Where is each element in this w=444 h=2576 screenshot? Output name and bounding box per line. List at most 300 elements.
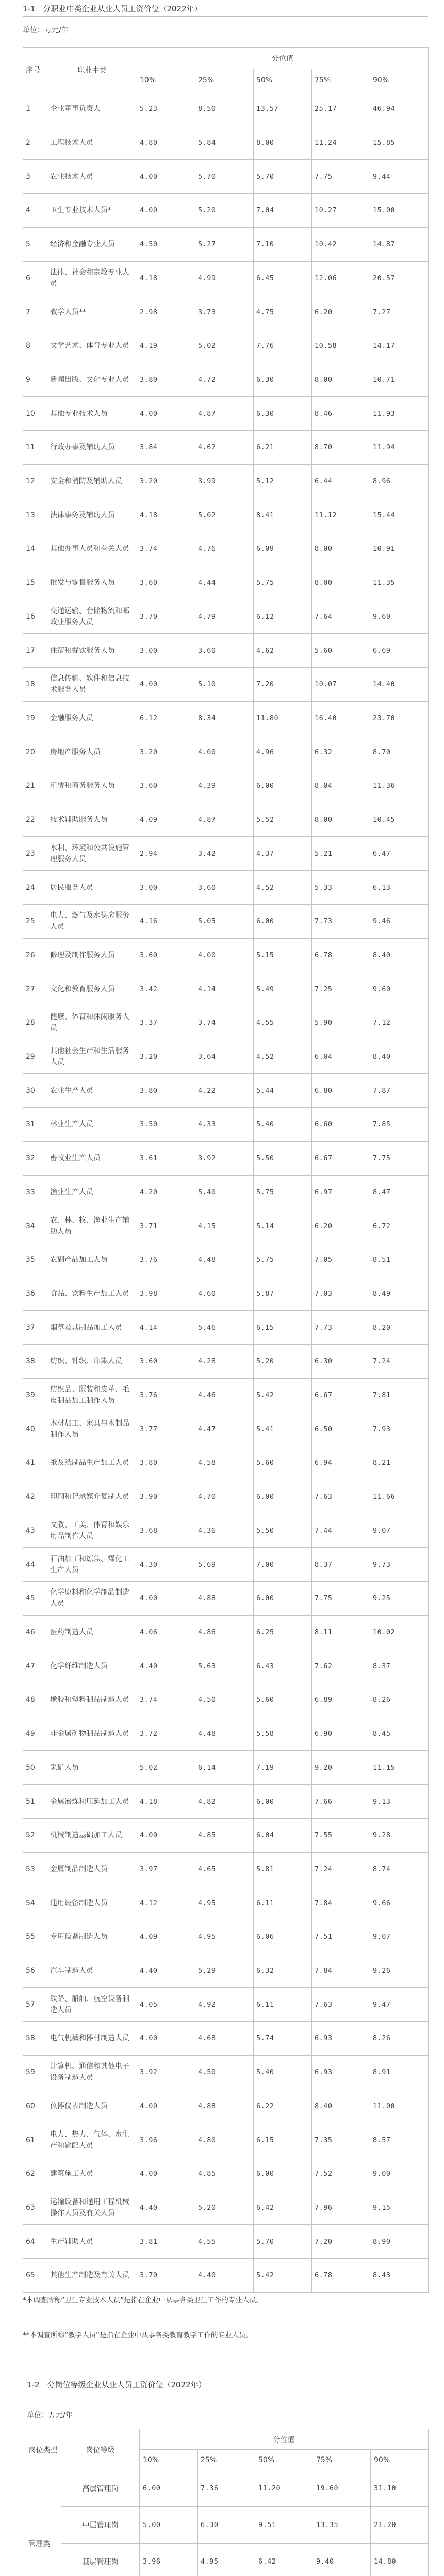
wage-value: 6.93 [312, 2055, 370, 2089]
occupation-name: 文教、工美、体育和娱乐用品制作人员 [47, 1514, 137, 1548]
wage-value: 5.46 [195, 1311, 254, 1345]
occupation-name: 食品、饮料生产加工人员 [47, 1277, 137, 1311]
wage-value: 11.93 [370, 397, 429, 431]
wage-value: 3.64 [195, 1040, 254, 1074]
wage-value: 4.99 [195, 261, 254, 295]
wage-value: 4.80 [137, 126, 195, 160]
wage-value: 3.42 [195, 837, 254, 871]
wage-value: 5.40 [195, 1175, 254, 1209]
header2-p75: 75% [313, 2450, 371, 2470]
wage-value: 6.43 [254, 1649, 312, 1683]
wage-value: 8.70 [370, 735, 429, 769]
occupation-name: 非金属矿物制品制造人员 [47, 1717, 137, 1751]
wage-value: 3.96 [140, 2544, 198, 2576]
occupation-name: 仪器仪表制造人员 [47, 2089, 137, 2123]
row-index: 55 [23, 1920, 47, 1954]
wage-value: 7.03 [312, 1277, 370, 1311]
wage-value: 5.41 [254, 1412, 312, 1446]
wage-value: 10.02 [370, 1615, 429, 1649]
wage-value: 3.37 [137, 1006, 195, 1040]
occupation-name: 教学人员** [47, 295, 137, 329]
wage-value: 6.09 [254, 532, 312, 566]
occupation-name: 纺织品、服装和皮革、毛皮制品加工制作人员 [47, 1378, 137, 1412]
row-index: 65 [23, 2259, 47, 2293]
wage-value: 5.69 [195, 1548, 254, 1582]
wage-value: 3.92 [195, 1141, 254, 1175]
wage-value: 4.00 [137, 1581, 195, 1615]
occupation-name: 纺织、针织、印染人员 [47, 1345, 137, 1379]
header-p25: 25% [195, 69, 254, 92]
wage-value: 4.92 [195, 1988, 254, 2022]
wage-value: 4.79 [195, 600, 254, 634]
row-index: 35 [23, 1243, 47, 1277]
row-index: 56 [23, 1954, 47, 1988]
wage-value: 8.41 [254, 498, 312, 532]
wage-value: 10.91 [370, 532, 429, 566]
header-p50: 50% [254, 69, 312, 92]
wage-value: 3.60 [195, 634, 254, 668]
row-index: 4 [23, 194, 47, 228]
wage-value: 4.72 [195, 363, 254, 397]
wage-value: 6.00 [140, 2470, 198, 2507]
table-row [23, 2191, 429, 2225]
header2-p25: 25% [198, 2450, 255, 2470]
wage-value: 7.62 [312, 1649, 370, 1683]
wage-value: 4.86 [195, 1615, 254, 1649]
wage-value: 4.36 [195, 1514, 254, 1548]
wage-value: 5.75 [254, 1243, 312, 1277]
wage-value: 6.94 [312, 1446, 370, 1480]
row-index: 30 [23, 1074, 47, 1108]
wage-value: 13.35 [313, 2507, 371, 2544]
wage-value: 4.75 [254, 295, 312, 329]
row-index: 23 [23, 837, 47, 871]
wage-value: 7.73 [312, 1311, 370, 1345]
wage-value: 2.94 [137, 837, 195, 871]
wage-value: 4.15 [195, 1209, 254, 1243]
wage-value: 15.85 [370, 126, 429, 160]
footnote-2: **本调查所称“教学人员”是指在企业中从事各类教育教学工作的专业人员。 [23, 2331, 253, 2340]
wage-value: 6.00 [254, 769, 312, 803]
table-row [23, 363, 429, 397]
occupation-name: 医药制造人员 [47, 1615, 137, 1649]
wage-value: 9.40 [313, 2544, 371, 2576]
header-occupation: 职业中类 [47, 48, 137, 92]
table-row [23, 871, 429, 905]
wage-value: 6.15 [254, 1311, 312, 1345]
wage-value: 7.00 [254, 1548, 312, 1582]
table-row [23, 972, 429, 1006]
wage-value: 4.88 [195, 2089, 254, 2123]
wage-value: 10.45 [370, 803, 429, 837]
wage-value: 8.00 [312, 532, 370, 566]
wage-value: 6.11 [254, 1886, 312, 1920]
wage-value: 4.62 [254, 634, 312, 668]
row-index: 34 [23, 1209, 47, 1243]
occupation-name: 石油加工和炼焦、煤化工生产人员 [47, 1548, 137, 1582]
wage-value: 4.00 [137, 2157, 195, 2191]
wage-value: 7.20 [312, 2225, 370, 2259]
row-index: 32 [23, 1141, 47, 1175]
wage-value: 9.66 [370, 1886, 429, 1920]
table-row [23, 1175, 429, 1209]
wage-value: 4.46 [195, 1378, 254, 1412]
wage-value: 4.55 [254, 1006, 312, 1040]
wage-value: 4.96 [254, 735, 312, 769]
header-category: 岗位类型 [25, 2429, 61, 2470]
wage-value: 5.42 [254, 1378, 312, 1412]
wage-value: 5.21 [312, 837, 370, 871]
wage-value: 8.26 [370, 2022, 429, 2056]
wage-value: 5.23 [137, 92, 195, 126]
table-row [23, 92, 429, 126]
wage-value: 4.50 [137, 227, 195, 261]
table-row [23, 1412, 429, 1446]
wage-value: 7.24 [370, 1345, 429, 1379]
occupation-name: 化学原料和化学制品制造人员 [47, 1581, 137, 1615]
row-index: 46 [23, 1615, 47, 1649]
wage-value: 14.40 [370, 667, 429, 701]
wage-value: 6.69 [370, 634, 429, 668]
row-index: 36 [23, 1277, 47, 1311]
wage-value: 4.14 [195, 972, 254, 1006]
wage-value: 5.02 [195, 329, 254, 363]
table-row [23, 1649, 429, 1683]
table-row [23, 667, 429, 701]
table-row [23, 498, 429, 532]
row-index: 45 [23, 1581, 47, 1615]
wage-value: 4.39 [195, 769, 254, 803]
occupation-name: 健康、体育和休闲服务人员 [47, 1006, 137, 1040]
occupation-name: 专用设备制造人员 [47, 1920, 137, 1954]
row-index: 21 [23, 769, 47, 803]
footnote-1: *本调查所称“卫生专业技术人员”是指在企业中从事各类卫生工作的专业人员。 [23, 2296, 264, 2304]
table-row [23, 1514, 429, 1548]
wage-value: 4.70 [195, 1480, 254, 1514]
wage-value: 14.87 [370, 227, 429, 261]
occupation-name: 农副产品加工人员 [47, 1243, 137, 1277]
wage-value: 5.74 [254, 2022, 312, 2056]
wage-value: 6.90 [312, 1717, 370, 1751]
header-p75: 75% [312, 69, 370, 92]
occupation-name: 烟草及其制品加工人员 [47, 1311, 137, 1345]
row-index: 14 [23, 532, 47, 566]
wage-value: 10.27 [312, 194, 370, 228]
wage-value: 4.16 [137, 904, 195, 938]
occupation-name: 住宿和餐饮服务人员 [47, 634, 137, 668]
table-row [23, 160, 429, 194]
wage-value: 7.64 [312, 600, 370, 634]
wage-value: 8.47 [370, 1175, 429, 1209]
wage-value: 7.36 [198, 2470, 255, 2507]
wage-value: 8.91 [370, 2055, 429, 2089]
occupation-name: 机械制造基础加工人员 [47, 1818, 137, 1852]
wage-value: 10.07 [312, 667, 370, 701]
row-index: 17 [23, 634, 47, 668]
wage-value: 7.25 [312, 972, 370, 1006]
wage-value: 19.60 [313, 2470, 371, 2507]
wage-value: 3.20 [137, 464, 195, 498]
wage-value: 5.33 [312, 871, 370, 905]
row-index: 10 [23, 397, 47, 431]
wage-value: 8.74 [370, 1852, 429, 1886]
wage-value: 5.60 [254, 1683, 312, 1717]
wage-value: 11.12 [312, 498, 370, 532]
wage-value: 8.46 [312, 397, 370, 431]
header-index: 序号 [23, 48, 47, 92]
wage-value: 8.11 [312, 1615, 370, 1649]
table-row [23, 1988, 429, 2022]
wage-value: 8.51 [370, 1243, 429, 1277]
wage-value: 3.81 [137, 2225, 195, 2259]
table-row [23, 431, 429, 465]
wage-value: 7.27 [370, 295, 429, 329]
wage-value: 5.10 [195, 667, 254, 701]
row-index: 29 [23, 1040, 47, 1074]
wage-value: 4.55 [195, 2225, 254, 2259]
wage-value: 6.22 [254, 2089, 312, 2123]
table1-unit: 单位：万元/年 [23, 26, 69, 35]
row-index: 39 [23, 1378, 47, 1412]
wage-value: 31.10 [371, 2470, 429, 2507]
wage-value: 4.00 [137, 2089, 195, 2123]
row-index: 27 [23, 972, 47, 1006]
wage-value: 5.58 [254, 1717, 312, 1751]
wage-value: 14.17 [370, 329, 429, 363]
wage-value: 4.19 [137, 329, 195, 363]
wage-value: 6.93 [312, 2022, 370, 2056]
wage-value: 6.14 [195, 1751, 254, 1785]
occupation-name: 批发与零售服务人员 [47, 566, 137, 600]
wage-value: 4.87 [195, 803, 254, 837]
occupation-wage-table [23, 47, 429, 2293]
row-index: 12 [23, 464, 47, 498]
table-row [23, 329, 429, 363]
wage-value: 10.42 [312, 227, 370, 261]
wage-value: 11.66 [370, 1480, 429, 1514]
wage-value: 3.68 [137, 1514, 195, 1548]
wage-value: 9.51 [255, 2507, 313, 2544]
wage-value: 4.09 [137, 1920, 195, 1954]
table-row [23, 1311, 429, 1345]
wage-value: 8.40 [312, 2089, 370, 2123]
wage-value: 5.27 [195, 227, 254, 261]
wage-value: 5.87 [254, 1277, 312, 1311]
wage-value: 5.20 [195, 2191, 254, 2225]
wage-value: 6.13 [370, 871, 429, 905]
header2-p50: 50% [255, 2450, 313, 2470]
wage-value: 4.52 [254, 1040, 312, 1074]
wage-value: 8.00 [254, 126, 312, 160]
job-level: 基层管理岗 [61, 2544, 140, 2576]
wage-value: 13.57 [254, 92, 312, 126]
wage-value: 6.67 [312, 1141, 370, 1175]
wage-value: 4.95 [195, 1886, 254, 1920]
wage-value: 7.66 [312, 1785, 370, 1819]
row-index: 38 [23, 1345, 47, 1379]
row-index: 13 [23, 498, 47, 532]
occupation-name: 金属制品制造人员 [47, 1852, 137, 1886]
wage-value: 4.52 [254, 871, 312, 905]
wage-value: 4.88 [195, 1581, 254, 1615]
wage-value: 4.14 [137, 1311, 195, 1345]
wage-value: 3.74 [195, 1006, 254, 1040]
row-index: 8 [23, 329, 47, 363]
wage-value: 7.75 [312, 160, 370, 194]
table-row [23, 1006, 429, 1040]
wage-value: 6.00 [254, 2157, 312, 2191]
wage-value: 3.80 [137, 1074, 195, 1108]
wage-value: 7.76 [254, 329, 312, 363]
wage-value: 4.00 [137, 160, 195, 194]
occupation-name: 法律、社会和宗教专业人员 [47, 261, 137, 295]
wage-value: 6.44 [312, 464, 370, 498]
occupation-name: 通用设备制造人员 [47, 1886, 137, 1920]
wage-value: 3.70 [137, 2259, 195, 2293]
wage-value: 3.80 [137, 363, 195, 397]
wage-value: 3.42 [137, 972, 195, 1006]
wage-value: 6.21 [254, 431, 312, 465]
table-row [23, 837, 429, 871]
job-level: 高层管理岗 [61, 2470, 140, 2507]
wage-value: 5.29 [195, 1954, 254, 1988]
wage-value: 6.04 [312, 1040, 370, 1074]
row-index: 42 [23, 1480, 47, 1514]
row-index: 52 [23, 1818, 47, 1852]
table-row [23, 2225, 429, 2259]
wage-value: 4.00 [137, 194, 195, 228]
occupation-name: 经济和金融专业人员 [47, 227, 137, 261]
wage-value: 7.93 [370, 1412, 429, 1446]
wage-value: 6.00 [254, 1785, 312, 1819]
table1-title: 1-1 分职业中类企业从业人员工资价位（2022年） [23, 4, 202, 13]
table-row [23, 295, 429, 329]
occupation-name: 卫生专业技术人员* [47, 194, 137, 228]
wage-value: 4.47 [195, 1412, 254, 1446]
wage-value: 9.07 [370, 1920, 429, 1954]
wage-value: 6.45 [254, 261, 312, 295]
wage-value: 4.12 [137, 1886, 195, 1920]
row-index: 31 [23, 1108, 47, 1142]
occupation-name: 金融服务人员 [47, 701, 137, 735]
wage-value: 8.43 [370, 2259, 429, 2293]
row-index: 60 [23, 2089, 47, 2123]
row-index: 59 [23, 2055, 47, 2089]
wage-value: 6.67 [312, 1378, 370, 1412]
wage-value: 5.50 [254, 1514, 312, 1548]
wage-value: 3.20 [137, 1040, 195, 1074]
wage-value: 5.14 [254, 1209, 312, 1243]
wage-value: 5.05 [195, 904, 254, 938]
wage-value: 4.50 [195, 1683, 254, 1717]
occupation-name: 林业生产人员 [47, 1108, 137, 1142]
wage-value: 4.09 [137, 803, 195, 837]
wage-value: 4.40 [137, 1649, 195, 1683]
wage-value: 3.73 [195, 295, 254, 329]
header-level: 岗位等级 [61, 2429, 140, 2470]
wage-value: 4.18 [137, 261, 195, 295]
wage-value: 9.44 [370, 160, 429, 194]
header-percentiles-group: 分位值 [137, 48, 429, 69]
wage-value: 5.44 [254, 1074, 312, 1108]
header-percentiles-group-2: 分位值 [140, 2429, 429, 2450]
wage-value: 16.40 [312, 701, 370, 735]
occupation-name: 畜牧业生产人员 [47, 1141, 137, 1175]
wage-value: 7.81 [370, 1378, 429, 1412]
wage-value: 7.19 [254, 1751, 312, 1785]
wage-value: 6.00 [254, 1581, 312, 1615]
wage-value: 7.84 [312, 1954, 370, 1988]
row-index: 28 [23, 1006, 47, 1040]
wage-value: 3.60 [137, 566, 195, 600]
table2-title: 1-2 分岗位等级企业从业人员工资价位（2022年） [27, 2380, 206, 2389]
occupation-name: 金属冶炼和压延加工人员 [47, 1785, 137, 1819]
wage-value: 3.60 [137, 1345, 195, 1379]
wage-value: 15.44 [370, 498, 429, 532]
table-row [23, 1785, 429, 1819]
wage-value: 7.63 [312, 1988, 370, 2022]
wage-value: 3.98 [137, 1277, 195, 1311]
wage-value: 6.00 [254, 904, 312, 938]
wage-value: 4.80 [195, 2123, 254, 2157]
row-index: 62 [23, 2157, 47, 2191]
row-index: 26 [23, 938, 47, 972]
table-row [23, 1141, 429, 1175]
occupation-name: 水利、环境和公共设施管理服务人员 [47, 837, 137, 871]
row-index: 6 [23, 261, 47, 295]
table-row [23, 532, 429, 566]
wage-value: 6.04 [254, 1818, 312, 1852]
wage-value: 4.00 [195, 735, 254, 769]
wage-value: 3.96 [137, 2123, 195, 2157]
wage-value: 4.95 [198, 2544, 255, 2576]
occupation-name: 其他生产制造及有关人员 [47, 2259, 137, 2293]
occupation-name: 技术辅助服务人员 [47, 803, 137, 837]
row-index: 24 [23, 871, 47, 905]
table-row [25, 2507, 429, 2544]
wage-value: 9.07 [370, 1514, 429, 1548]
wage-value: 4.58 [195, 1446, 254, 1480]
wage-value: 11.36 [370, 769, 429, 803]
table-row [23, 735, 429, 769]
wage-value: 3.80 [137, 1446, 195, 1480]
row-index: 54 [23, 1886, 47, 1920]
wage-value: 4.65 [195, 1852, 254, 1886]
wage-value: 11.15 [370, 1751, 429, 1785]
occupation-name: 汽车制造人员 [47, 1954, 137, 1988]
wage-value: 6.30 [254, 363, 312, 397]
occupation-name: 文化和教育服务人员 [47, 972, 137, 1006]
table-row [23, 1683, 429, 1717]
table-row [23, 464, 429, 498]
occupation-name: 电气机械和器材制造人员 [47, 2022, 137, 2056]
wage-value: 5.50 [254, 1141, 312, 1175]
occupation-name: 工程技术人员 [47, 126, 137, 160]
row-index: 18 [23, 667, 47, 701]
wage-value: 11.00 [370, 2089, 429, 2123]
wage-value: 5.70 [254, 2225, 312, 2259]
wage-value: 6.00 [254, 1480, 312, 1514]
occupation-name: 计算机、通信和其他电子设备制造人员 [47, 2055, 137, 2089]
wage-value: 6.80 [312, 1074, 370, 1108]
table-row [23, 2022, 429, 2056]
wage-value: 7.75 [312, 1581, 370, 1615]
table-row [23, 1345, 429, 1379]
wage-value: 4.76 [195, 532, 254, 566]
wage-value: 4.62 [195, 431, 254, 465]
occupation-name: 橡胶和塑料制品制造人员 [47, 1683, 137, 1717]
wage-value: 4.87 [195, 397, 254, 431]
